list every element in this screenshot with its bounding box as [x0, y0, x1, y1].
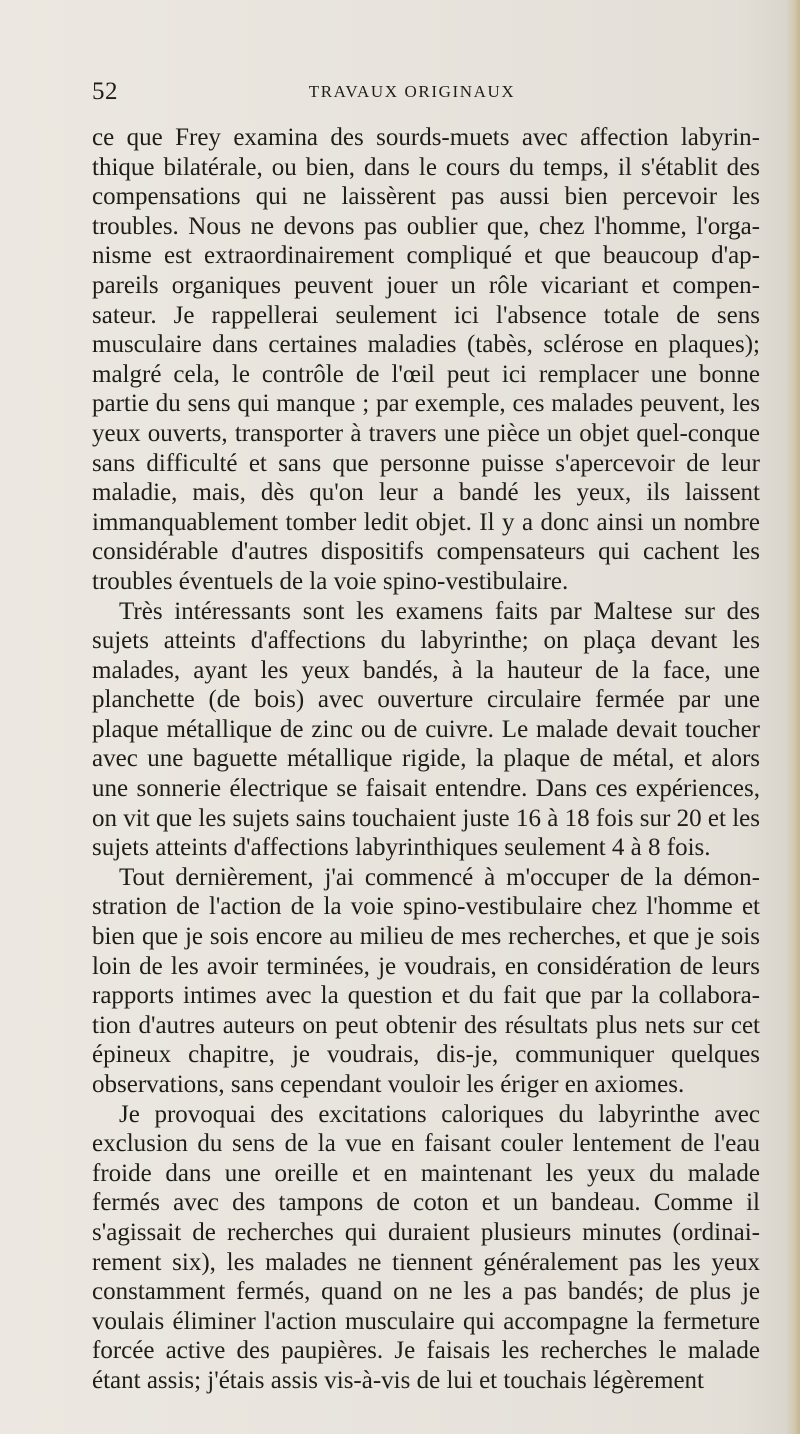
- paragraph: Je provoquai des excitations caloriques du labyrinthe avec exclusion du sens de la vue en faisant couler lentement de l'eau froide dans une oreille et en maintenant les yeux du malade fermés avec des tampons de coton et un bandeau. Comme il s'agissait de recherches qui duraient plusieurs minutes (ordinai-rement six), les malades ne tiennent généralement pas les yeux constamment fermés, quand on ne les a pas bandés; de plus je voulais éliminer l'action musculaire qui accompagne la fermeture forcée active des paupières. Je faisais les recherches le malade étant assis; j'étais assis vis-à-vis de lui et touchais légèrement: [92, 1100, 760, 1394]
- page-number: 52: [92, 78, 118, 105]
- page-edge-shadow: [786, 0, 800, 1434]
- body-text: [92, 123, 760, 1396]
- paragraph: ce que Frey examina des sourds-muets avec affection labyrin-thique bilatérale, ou bien, dans le cours du temps, il s'établit des compensations qui ne laissèrent pas aussi bien percevoir les troubles. Nous ne devons pas oublier que, chez l'homme, l'orga-nisme est extraordinairement compliqué et que beaucoup d'ap-pareils organiques peuvent jouer un rôle vicariant et compen-sateur. Je rappellerai seulement ici l'absence totale de sens musculaire dans certaines maladies (tabès, sclérose en plaques); malgré cela, le contrôle de l'œil peut ici remplacer une bonne partie du sens qui manque ; par exemple, ces malades peuvent, les yeux ouverts, transporter à travers une pièce un objet quel-conque sans difficulté et sans que personne puisse s'apercevoir de leur maladie, mais, dès qu'on leur a bandé les yeux, ils laissent immanquablement tomber ledit objet. Il y a donc ainsi un nombre considérable d'autres dispositifs compensateurs qui cachent les troubles éventuels de la voie spino-vestibulaire.: [92, 124, 760, 595]
- page-header: [92, 72, 732, 112]
- paragraph: Tout dernièrement, j'ai commencé à m'occuper de la démon-stration de l'action de la voie spino-vestibulaire chez l'homme et bien que je sois encore au milieu de mes recherches, et que je sois loin de les avoir terminées, je voudrais, en considération de leurs rapports intimes avec la question et du fait que par la collabora-tion d'autres auteurs on peut obtenir des résultats plus nets sur cet épineux chapitre, je voudrais, dis-je, communiquer quelques observations, sans cependant vouloir les ériger en axiomes.: [92, 863, 760, 1098]
- running-title: TRAVAUX ORIGINAUX: [308, 82, 516, 101]
- paragraph: Très intéressants sont les examens faits par Maltese sur des sujets atteints d'affections du labyrinthe; on plaça devant les malades, ayant les yeux bandés, à la hauteur de la face, une planchette (de bois) avec ouverture circulaire fermée par une plaque métallique de zinc ou de cuivre. Le malade devait toucher avec une baguette métallique rigide, la plaque de métal, et alors une sonnerie électrique se faisait entendre. Dans ces expériences, on vit que les sujets sains touchaient juste 16 à 18 fois sur 20 et les sujets atteints d'affections labyrinthiques seulement 4 à 8 fois.: [92, 597, 760, 862]
